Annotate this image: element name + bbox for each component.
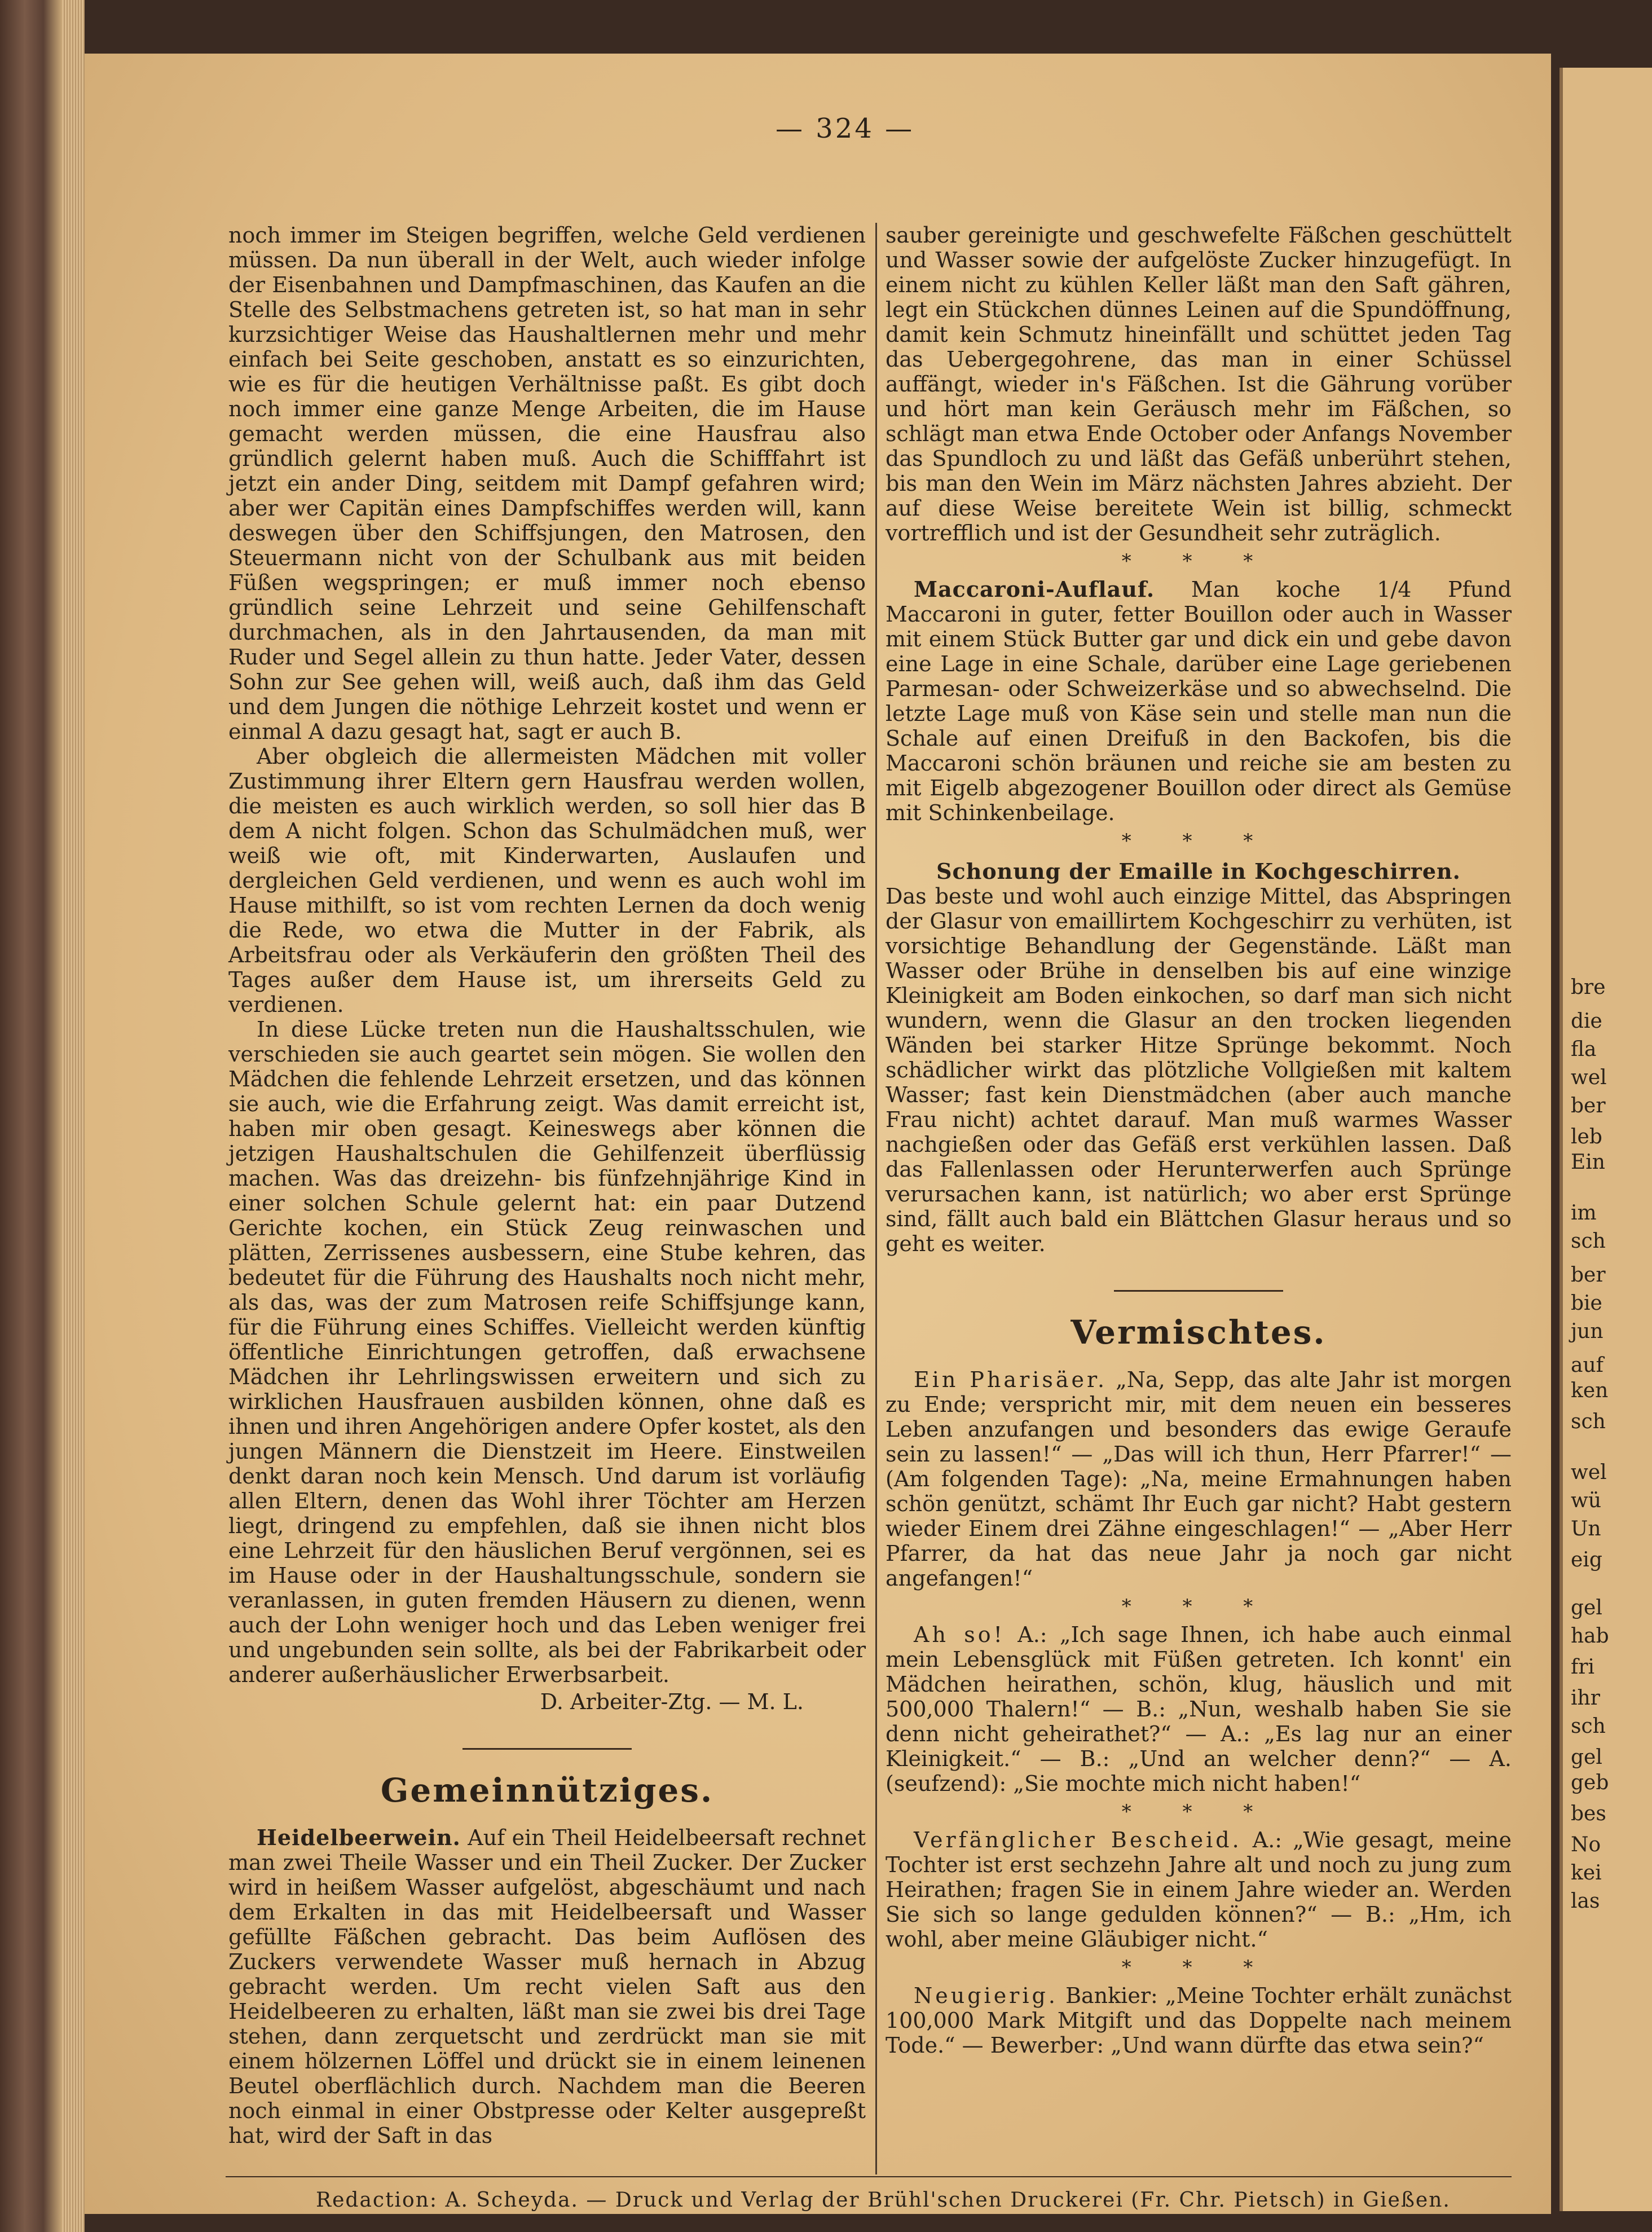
anecdote-neugierig [886,1983,1512,2058]
next-page-fragment: No [1571,1833,1601,1856]
next-page-fragment: wel [1571,1461,1607,1484]
left-column [228,223,866,2148]
separator-stars: * * * [1121,1956,1276,1979]
page-stack-edge [62,0,85,2232]
neugierig-title: Neugierig. [914,1983,1058,2008]
anecdote-ahso [886,1622,1512,1796]
column-divider [875,223,877,2174]
next-page-fragment: ken [1571,1379,1609,1402]
next-page-fragment: im [1571,1201,1597,1225]
book-spine [0,0,62,2232]
next-page-fragment: bes [1571,1802,1606,1825]
bescheid-text: A.: „Wie gesagt, meine Tochter ist erst sechzehn Jahre alt und noch zu jung zum Heirathen; fragen Sie in einem Jahre wieder an. Werden Sie sich so lange gedulden können?“ — B.: „Hm, ich wohl, aber meine Gläubiger nicht.“ [886,1828,1512,1952]
anecdote-bescheid [886,1828,1512,1952]
pharisaeer-title: Ein Pharisäer. [914,1367,1108,1392]
separator-stars: * * * [1121,550,1276,573]
next-page-fragment: fri [1571,1656,1595,1679]
separator-stars: * * * [1121,1800,1276,1823]
adjacent-page-strip [1560,68,1652,2211]
next-page-fragment: geb [1571,1771,1609,1794]
separator-stars: * * * [1121,1595,1276,1618]
separator-stars: * * * [1121,830,1276,852]
next-page-fragment: gel [1571,1596,1602,1619]
next-page-fragment: gel [1571,1746,1602,1769]
article-paragraph-2: Aber obgleich die allermeisten Mädchen mit voller Zustimmung ihrer Eltern gern Hausfrau werden wollen, die meisten es auch wirklich werden, so soll hier das B dem A nicht folgen. Schon das Schulmädchen muß, wer weiß wie oft, mit Kinderwarten, Auslaufen und dergleichen Geld verdienen, und wenn es auch wohl im Hause mithilft, so ist vom rechten Lernen da doch wenig die Rede, wo etwa die Mutter in der Fabrik, als Arbeitsfrau oder als Verkäuferin den größten Theil des Tages außer dem Hause ist, um ihrerseits Geld zu verdienen. [228,744,866,1017]
emaille-text: Das beste und wohl auch einzige Mittel, das Abspringen der Glasur von emaillirtem Kochgeschirr zu verhüten, ist vorsichtige Behandlung der Gegenstände. Läßt man Wasser oder Brühe in denselben bis auf eine winzige Kleinigkeit am Boden einkochen, so darf man sich nicht wundern, wenn die Glasur an den trocken liegenden Wänden bei starker Hitze Sprünge bekommt. Noch schädlicher wirkt das plötzliche Vollgießen mit kaltem Wasser; fast kein Dienstmädchen (aber auch manche Frau nicht) achtet darauf. Man muß warmes Wasser nachgießen oder das Gefäß erst verkühlen lassen. Daß das Fallenlassen oder Herunterwerfen auch Sprünge verursachen kann, ist natürlich; wo aber erst Sprünge sind, fällt auch bald ein Blättchen Glasur heraus und so geht es weiter. [886,884,1512,1256]
next-page-fragment: eig [1571,1548,1602,1571]
right-column [886,223,1512,2058]
next-page-fragment: ihr [1571,1687,1600,1710]
next-page-fragment: Un [1571,1517,1601,1540]
maccaroni-text: Man koche 1/4 Pfund Maccaroni in guter, fetter Bouillon oder auch in Wasser mit einem Stück Butter gar und dick ein und gebe davon eine Lage in eine Schale, darüber eine Lage geriebenen Parmesan- oder Schweizerkäse und so abwechselnd. Die letzte Lage muß von Käse sein und stelle man nun die Schale auf einen Dreifuß in den Backofen, bis die Maccaroni schön bräunen und reiche sie am besten zu mit Eigelb abgezogener Bouillon oder direct als Gemüse mit Schinkenbeilage. [886,577,1512,825]
heidelbeer-recipe [228,1825,866,2148]
emaille-title-line [886,859,1512,884]
article-paragraph-3: In diese Lücke treten nun die Haushaltsschulen, wie verschieden sie auch geartet sein mögen. Sie wollen den Mädchen die fehlende Lehrzeit ersetzen, und das können sie auch, wie die Erfahrung zeigt. Was damit erreicht ist, haben mir oben gesagt. Keineswegs aber können die jetzigen Haushaltschulen die Gehilfenzeit überflüssig machen. Was das dreizehn- bis fünfzehnjährige Kind in einer solchen Schule gelernt hat: ein paar Dutzend Gerichte kochen, ein Stück Zeug reinwaschen und plätten, Zerrissenes ausbessern, eine Stube kehren, das bedeutet für die Führung des Haushalts noch nicht mehr, als das, was der zum Matrosen reife Schiffsjunge kann, für die Führung eines Schiffes. Vielleicht werden künftig öffentliche Einrichtungen getroffen, daß erwachsene Mädchen ihr Lehrlingswissen erweitern und sich zu wirklichen Hausfrauen ausbilden können, ohne daß es ihnen und ihren Angehörigen andere Opfer kostet, als den jungen Männern die Dienstzeit im Heere. Einstweilen denkt daran noch kein Mensch. Und darum ist vorläufig allen Eltern, denen das Wohl ihrer Töchter am Herzen liegt, dringend zu empfehlen, daß sie ihnen nicht blos eine Lehrzeit für den häuslichen Beruf vergönnen, sei es im Hause oder in der Haushaltungsschule, sondern sie veranlassen, in guten fremden Häusern zu dienen, wenn auch der Lohn weniger hoch und das Leben weniger frei und ungebunden sein sollte, als bei der Fabrikarbeit oder anderer außerhäuslicher Erwerbsarbeit. [228,1017,866,1687]
next-page-fragment: jun [1571,1320,1603,1343]
article-signature: D. Arbeiter-Ztg. — M. L. [540,1689,804,1714]
emaille-title: Schonung der Emaille in Kochgeschirren. [936,859,1461,884]
footer-rule [226,2176,1512,2177]
ahso-text: A.: „Ich sage Ihnen, ich habe auch einmal mein Lebensglück mit Füßen getreten. Ich konnt' ein Mädchen heirathen, schön, klug, häuslich und mit 500,000 Thalern!“ — B.: „Nun, weshalb haben Sie sie denn nicht geheirathet?“ — A.: „Es lag nur an einer Kleinigkeit.“ — B.: „Und an welcher denn?“ — A. (seufzend): „Sie mochte mich nicht haben!“ [886,1622,1512,1796]
next-page-fragment: sch [1571,1715,1606,1738]
bescheid-title: Verfänglicher Bescheid. [914,1828,1242,1852]
heidelbeer-title: Heidelbeerwein. [257,1825,461,1850]
next-page-fragment: auf [1571,1354,1603,1377]
article-paragraph-1: noch immer im Steigen begriffen, welche Geld verdienen müssen. Da nun überall in der Welt, auch wieder infolge der Eisenbahnen und Dampfmaschinen, das Kaufen an die Stelle des Selbstmachens getreten ist, so hat man in sehr kurzsichtiger Weise das Haushaltlernen mehr und mehr einfach bei Seite geschoben, anstatt es so einzurichten, wie es für die heutigen Verhältnisse paßt. Es gibt doch noch immer eine ganze Menge Arbeiten, die im Hause gemacht werden müssen, die eine Hausfrau also gründlich gelernt haben muß. Auch die Schifffahrt ist jetzt ein ander Ding, seitdem mit Dampf gefahren wird; aber wer Capitän eines Dampfschiffes werden will, kann deswegen über den Schiffsjungen, den Matrosen, den Steuermann nicht von der Schulbank aus mit beiden Füßen wegspringen; er muß immer noch ebenso gründlich seine Lehrzeit und seine Gehilfenschaft durchmachen, als in den Jahrtausenden, da man mit Ruder und Segel allein zu thun hatte. Jeder Vater, dessen Sohn zur See gehen will, weiß auch, daß ihm das Geld und dem Jungen die nöthige Lehrzeit kostet und wenn er einmal A dazu gesagt hat, sagt er auch B. [228,223,866,744]
maccaroni-recipe [886,577,1512,825]
next-page-fragment: leb [1571,1125,1602,1148]
imprint-footer: Redaction: A. Scheyda. — Druck und Verlag der Brühl'schen Druckerei (Fr. Chr. Pietsch) in Gießen. [316,2189,1451,2212]
section-divider [462,1748,632,1750]
maccaroni-title: Maccaroni-Auflauf. [914,576,1155,602]
next-page-fragment: Ein [1571,1151,1605,1174]
section-divider [1114,1290,1283,1292]
next-page-fragment: sch [1571,1410,1606,1433]
next-page-fragment: bie [1571,1292,1602,1315]
next-page-fragment: ber [1571,1264,1606,1287]
heidelbeer-text: Auf ein Theil Heidelbeersaft rechnet man zwei Theile Wasser und ein Theil Zucker. Der Zucker wird in heißem Wasser aufgelöst, abgeschäumt und nach dem Erkalten in das mit Heidelbeersaft und Wasser gefüllte Fäßchen gebracht. Das beim Auflösen des Zuckers verwendete Wasser muß hernach in Abzug gebracht werden. Um recht vielen Saft aus den Heidelbeeren zu erhalten, läßt man sie zwei bis drei Tage stehen, dann zerquetscht und zerdrückt man sie mit einem hölzernen Löffel und drückt sie in einem leinenen Beutel oberflächlich durch. Nachdem man die Beeren noch einmal in einer Obstpresse oder Kelter ausgepreßt hat, wird der Saft in das [228,1825,866,2148]
page-number: — 324 — [776,113,915,144]
pharisaeer-text: „Na, Sepp, das alte Jahr ist morgen zu Ende; verspricht mir, mit dem neuen ein besseres Leben anzufangen und besonders das ewige Geraufe sein zu lassen!“ — „Das will ich thun, Herr Pfarrer!“ — (Am folgenden Tage): „Na, meine Ermahnungen haben schön genützt, schämt Ihr Euch gar nicht? Habt gestern wieder Einem drei Zähne eingeschlagen!“ — „Aber Herr Pfarrer, da hat das neue Jahr ja noch gar nicht angefangen!“ [886,1367,1512,1591]
next-page-fragment: hab [1571,1625,1609,1648]
anecdote-pharisaeer [886,1367,1512,1591]
next-page-fragment: fla [1571,1038,1597,1061]
next-page-fragment: bre [1571,976,1606,999]
next-page-fragment: kei [1571,1861,1602,1885]
heidelbeer-continued: sauber gereinigte und geschwefelte Fäßchen geschüttelt und Wasser sowie der aufgelöste Zucker hinzugefügt. In einem nicht zu kühlen Keller läßt man den Saft gähren, legt ein Stückchen dünnes Leinen auf die Spundöffnung, damit kein Schmutz hineinfällt und schüttet jeden Tag das Uebergegohrene, das man in einer Schüssel auffängt, wieder in's Fäßchen. Ist die Gährung vorüber und hört man kein Geräusch mehr im Fäßchen, so schlägt man etwa Ende October oder Anfangs November das Spundloch zu und läßt das Gefäß unberührt stehen, bis man den Wein im März nächsten Jahres abzieht. Der auf diese Weise bereitete Wein ist billig, schmeckt vortrefflich und ist der Gesundheit sehr zuträglich. [886,223,1512,545]
next-page-fragment: die [1571,1010,1602,1033]
next-page-fragment: las [1571,1890,1600,1913]
next-page-fragment: ber [1571,1094,1606,1117]
next-page-fragment: sch [1571,1230,1606,1253]
section-heading-gemeinnuetziges: Gemeinnütziges. [380,1771,714,1810]
next-page-fragment: wü [1571,1489,1601,1512]
ahso-title: Ah so! [914,1622,1005,1647]
next-page-fragment: wel [1571,1066,1607,1089]
neugierig-text: Bankier: „Meine Tochter erhält zunächst 100,000 Mark Mitgift und das Doppelte nach meinem Tode.“ — Bewerber: „Und wann dürfte das etwa sein?“ [886,1983,1512,2058]
section-heading-vermischtes: Vermischtes. [1071,1313,1327,1351]
